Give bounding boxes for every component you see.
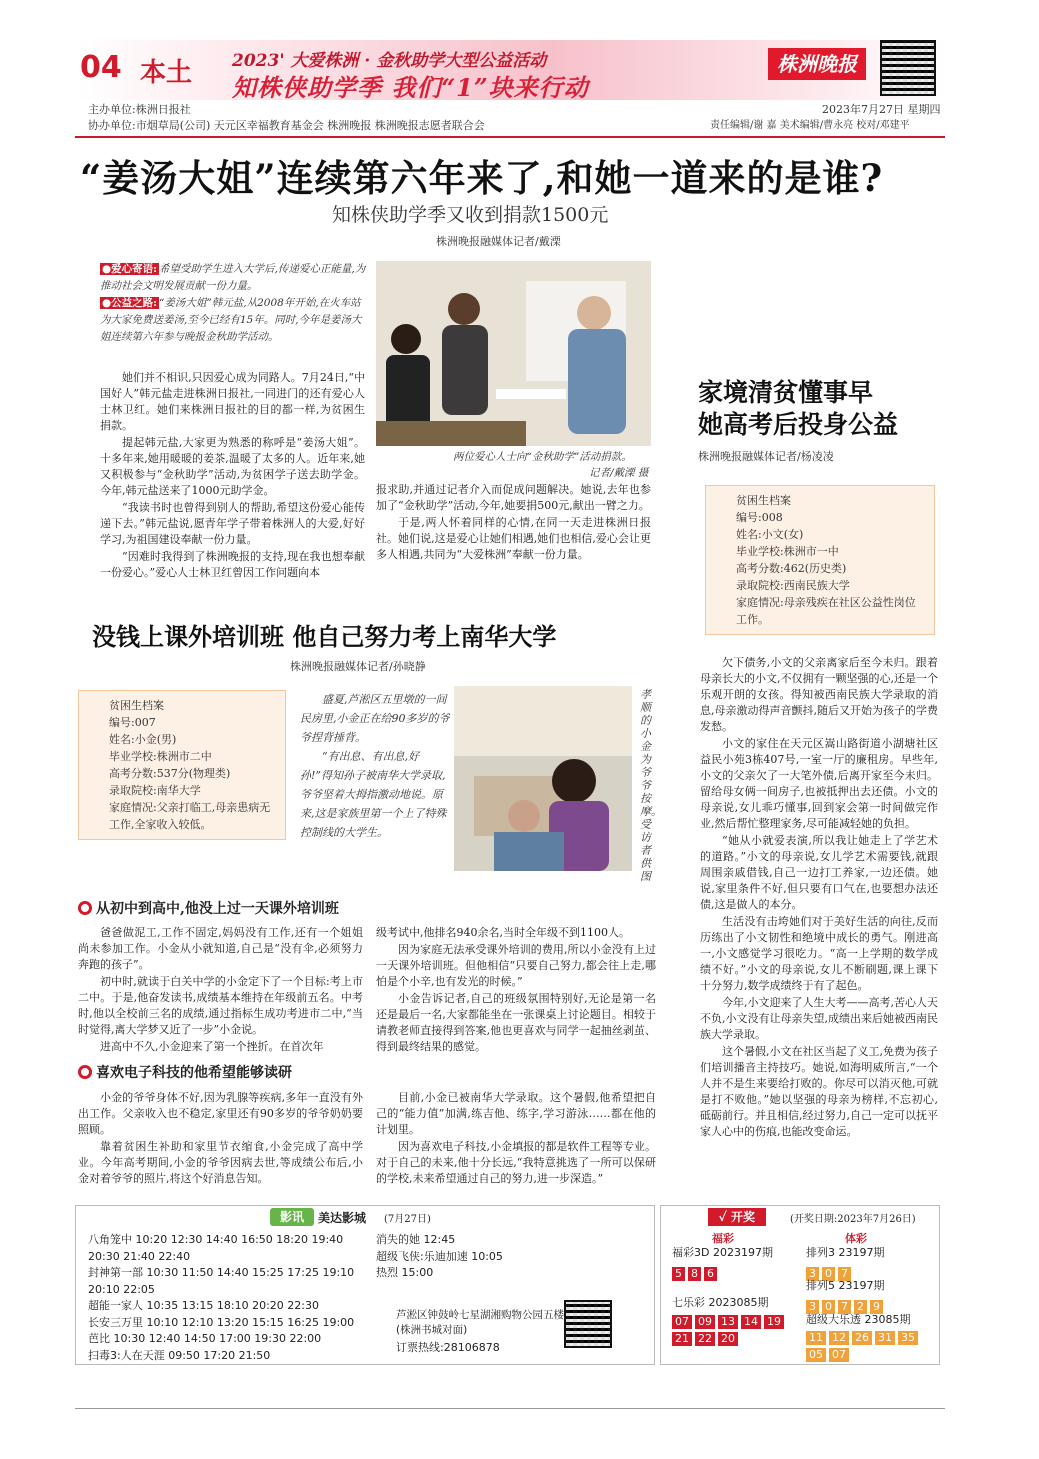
profile-id: 编号:007	[109, 716, 156, 729]
profile-card-008	[705, 485, 935, 635]
campaign-line1: 2023' 大爱株洲 · 金秋助学大型公益活动	[232, 51, 547, 71]
lottery-number: 20	[718, 1332, 738, 1346]
right-para: 今年,小文迎来了人生大考——高考,苦心人天不负,小文没有让母亲失望,成绩出来后她被西南民族大学录取。	[700, 996, 938, 1041]
qr-code-icon	[880, 40, 936, 96]
middle-para: 级考试中,他排名940余名,当时全年级不到1100人。	[376, 926, 630, 939]
pl5-title: 排列5 23197期	[806, 1279, 885, 1292]
grandson-photo	[454, 686, 632, 871]
main-headline: “姜汤大姐”连续第六年来了,和她一道来的是谁?	[80, 156, 884, 200]
middle-para: 因为家庭无法承受课外培训的费用,所以小金没有上过一天课外培训班。但他相信“只要自己努力,都会往上走,哪怕是个小辛,也有发光的时候。”	[376, 943, 656, 988]
cinema-schedule-left	[88, 1232, 368, 1364]
middle-intro-para: “有出息、有出息,好孙!”得知孙子被南华大学录取,爷爷坚着大拇指激动地说。原来,这是家族里第一个上了特殊控制线的大学生。	[300, 750, 447, 839]
campaign-line2: 知株侠助学季 我们“1”块来行动	[232, 73, 589, 102]
profile-family: 家庭情况:母亲残疾在社区公益性岗位工作。	[736, 596, 916, 626]
fc3d-title: 福彩3D 2023197期	[672, 1246, 773, 1259]
lottery-label	[708, 1208, 766, 1226]
right-para: 欠下债务,小文的父亲离家后至今未归。跟着母亲长大的小文,不仅拥有一颗坚强的心,还是一个乐观开朗的女孩。得知被西南民族大学录取的消息,母亲激动得声音颤抖,随后又开始为孩子的学费发愁。	[700, 656, 938, 733]
middle-para: 靠着贫困生补助和家里节衣缩食,小金完成了高中学业。今年高考期间,小金的爷爷因病去世,等成绩公布后,小金对着爷爷的照片,将这个好消息告知。	[78, 1140, 363, 1185]
issue-date: 2023年7月27日 星期四	[822, 103, 941, 116]
right-para: “她从小就爱表演,所以我让她走上了学艺术的道路。”小文的母亲说,女儿学艺术需要钱,就跟周围亲戚借钱,自己一边打工养家,一边还债。她说,家里条件不好,但只要有口气在,也要想办法还债,这是做人的本分。	[700, 834, 938, 911]
lottery-number: 0	[822, 1267, 835, 1281]
cinema-schedule-right	[376, 1232, 556, 1282]
movie-line: 超级飞侠:乐迪加速 10:05	[376, 1249, 503, 1263]
profile-name: 姓名:小金(男)	[109, 733, 177, 746]
page-number: 04	[80, 50, 122, 85]
main-para: 报求助,并通过记者介入而促成问题解决。她说,去年也参加了“金秋助学”活动,今年,她要捐500元,献出一臂之力。	[376, 483, 651, 512]
main-para: 她们并不相识,只因爱心成为同路人。7月24日,“中国好人”韩元盐走进株洲日报社,一同进门的还有爱心人士林卫红。她们来株洲日报社的目的都一样,为贫困生捐款。	[100, 371, 365, 432]
profile-card-007	[78, 690, 286, 840]
middle-col2	[376, 925, 656, 1056]
lottery-number: 12	[829, 1331, 849, 1345]
profile-school: 毕业学校:株洲市一中	[736, 545, 839, 558]
lottery-number: 2	[854, 1300, 867, 1314]
lottery-number: 11	[806, 1331, 826, 1345]
movie-line: 八角笼中 10:20 12:30 14:40 16:50 18:20 19:40	[88, 1233, 344, 1246]
lottery-number: 5	[672, 1267, 685, 1281]
note-charity-road: “姜汤大姐”韩元盐,从2008年开始,在火车站为大家免费送姜汤,至今已经有15年。同时,今年是姜汤大姐连续第六年参与晚报金秋助学活动。	[100, 297, 362, 343]
lottery-number: 3	[806, 1267, 819, 1281]
movie-line: 封神第一部 10:30 11:50 14:40 15:25 17:25 19:10	[88, 1266, 355, 1279]
right-para: 生活没有击垮她们对于美好生活的向往,反而历练出了小文韧性和绝境中成长的勇气。刚进高一,小文感觉学习很吃力。“高一上学期的数学成绩不好。”小文的母亲说,女儿不断刷题,课上课下十分努力,数学成绩终于有了起色。	[700, 915, 938, 992]
main-byline: 株洲晚报融媒体记者/戴溧	[436, 235, 561, 248]
header-divider	[75, 136, 945, 138]
middle-para: 因为喜欢电子科技,小金填报的都是软件工程等专业。对于自己的未来,他十分长远,“我特意挑选了一所可以保研的学校,未来希望通过自己的努力,进一步深造。”	[376, 1140, 656, 1185]
donation-photo	[376, 261, 651, 446]
subhead-text: 从初中到高中,他没上过一天课外培训班	[96, 901, 339, 917]
middle-para: 进高中不久,小金迎来了第一个挫折。在首次年	[100, 1040, 324, 1053]
subhead-text: 喜欢电子科技的他希望能够读研	[96, 1065, 292, 1081]
middle-subhead-1	[78, 898, 339, 918]
middle-intro-para: 盛夏,芦淞区五里墩的一间民房里,小金正在给90多岁的爷爷捏背捶背。	[300, 693, 450, 744]
movie-line: 20:10 22:05	[88, 1282, 155, 1296]
lottery-number: 6	[704, 1267, 717, 1281]
lottery-number: 0	[822, 1300, 835, 1314]
lottery-number: 21	[672, 1332, 692, 1346]
lottery-number: 07	[829, 1348, 849, 1362]
lottery-date: (开奖日期:2023年7月26日)	[790, 1214, 916, 1225]
profile-admit: 录取院校:南华大学	[109, 784, 201, 797]
profile-admit: 录取院校:西南民族大学	[736, 579, 850, 592]
cinema-address: 芦淞区钟鼓岭七星湖湘购物公园五楼(株洲书城对面)	[396, 1309, 564, 1336]
newspaper-logo: 株洲晚报	[768, 48, 866, 80]
profile-school: 毕业学校:株洲市二中	[109, 750, 212, 763]
cinema-qr-icon	[564, 1300, 612, 1348]
middle-para: 目前,小金已被南华大学录取。这个暑假,他希望把自己的“能力值”加满,练吉他、练字,学习游泳……都在他的计划里。	[376, 1091, 656, 1136]
cinema-date: (7月27日)	[384, 1214, 431, 1225]
right-para: 这个暑假,小文在社区当起了义工,免费为孩子们培训播音主持技巧。她说,如海明威所言,“一个人并不是生来要给打败的。你尽可以消灭他,可就是打不败他。”她以坚强的母亲为榜样,不忘初心,砥砺前行。并且相信,经过努力,自己一定可以抚平家人心中的伤痕,也能改变命运。	[700, 1045, 938, 1138]
middle-para: 初中时,就读于白关中学的小金定下了一个目标:考上市二中。于是,他奋发读书,成绩基本维持在年级前五名。中考时,他以全校前三名的成绩,通过指标生成功考进市二中,“当时觉得,离大学梦又近了一步”小金说。	[78, 975, 363, 1036]
main-article-col1	[100, 370, 365, 582]
note-love-message: 希望受助学生进入大学后,传递爱心正能量,为推动社会文明发展贡献一份力量。	[100, 263, 366, 292]
dlt-title: 超级大乐透 23085期	[806, 1313, 911, 1326]
tag-love-message: ●爱心寄语:	[102, 263, 158, 275]
lottery-number: 09	[695, 1315, 715, 1329]
lottery-number: 13	[718, 1315, 738, 1329]
profile-heading: 贫困生档案	[109, 699, 164, 712]
lottery-number: 35	[898, 1331, 918, 1345]
profile-score: 高考分数:462(历史类)	[736, 562, 847, 575]
editors: 责任编辑/谢 嘉 美术编辑/曹永亮 校对/邓建平	[710, 120, 910, 131]
movie-line: 消失的她 12:45	[376, 1233, 456, 1246]
photo-credit: 记者/戴溧 摄	[589, 467, 649, 479]
grandson-photo-caption: 孝顺的小金为爷爷按摩。受访者供图	[640, 688, 662, 883]
grandson-photo-illustration	[454, 686, 632, 871]
welfare-lottery-label: 福彩	[712, 1232, 734, 1245]
sports-lottery-label: 体彩	[845, 1232, 867, 1245]
middle-col4	[376, 1090, 656, 1188]
lottery-number: 14	[741, 1315, 761, 1329]
sponsor: 主办单位:株洲日报社	[88, 103, 191, 116]
lottery-label-text: 开奖	[730, 1210, 755, 1224]
middle-intro	[300, 690, 450, 842]
right-byline: 株洲晚报融媒体记者/杨凌凌	[698, 450, 834, 463]
lottery-number: 26	[852, 1331, 872, 1345]
section-name: 本土	[140, 58, 193, 88]
middle-col3	[78, 1090, 363, 1188]
co-sponsor: 协办单位:市烟草局(公司) 天元区幸福教育基金会 株洲晚报 株洲晚报志愿者联合会	[88, 119, 485, 132]
tag-charity-road: ●公益之路:	[102, 297, 158, 309]
lottery-number: 9	[870, 1300, 883, 1314]
lottery-number: 22	[695, 1332, 715, 1346]
cinema-phone: 订票热线:28106878	[396, 1341, 500, 1354]
right-article-body	[700, 655, 938, 1141]
middle-article-title: 没钱上课外培训班 他自己努力考上南华大学	[92, 622, 557, 651]
main-para: 于是,两人怀着同样的心情,在同一天走进株洲日报社。她们说,这是爱心让她们相遇,她们也相信,爱心会让更多人相遇,共同为“大爱株洲”奉献一份力量。	[376, 516, 651, 561]
main-para: “因难时我得到了株洲晚报的支持,现在我也想奉献一份爱心。”爱心人士林卫红曾因工作问题向本	[100, 550, 365, 579]
pl3-title: 排列3 23197期	[806, 1246, 885, 1259]
lottery-number: 7	[838, 1300, 851, 1314]
middle-byline: 株洲晚报融媒体记者/孙晓静	[290, 660, 426, 673]
dlt-numbers	[806, 1328, 936, 1362]
cinema-label: 影讯	[270, 1208, 314, 1226]
movie-line: 热烈 15:00	[376, 1266, 434, 1279]
middle-subhead-2	[78, 1062, 292, 1082]
middle-col1	[78, 925, 363, 1056]
middle-para: 爸爸做泥工,工作不固定,妈妈没有工作,还有一个姐姐尚未参加工作。小金从小就知道,自己是“没有伞,必须努力奔跑的孩子”。	[78, 926, 363, 971]
right-article-title-line2: 她高考后投身公益	[698, 410, 899, 439]
profile-heading: 贫困生档案	[736, 494, 791, 507]
lottery-number: 07	[672, 1315, 692, 1329]
middle-para: 小金的爷爷身体不好,因为乳腺等疾病,多年一直没有外出工作。父亲收入也不稳定,家里还有90多岁的爷爷奶奶要照顾。	[78, 1091, 363, 1136]
main-subheadline: 知株侠助学季又收到捐款1500元	[332, 204, 609, 226]
profile-id: 编号:008	[736, 511, 783, 524]
lottery-number: 31	[875, 1331, 895, 1345]
main-para: 提起韩元盐,大家更为熟悉的称呼是“姜汤大姐”。十多年来,她用暖暖的姜茶,温暖了太多的人。近年来,她又积极参与“金秋助学”活动,为贫困学子送去助学金。今年,韩元盐送来了1000元助学金。	[100, 436, 365, 497]
middle-para: 小金告诉记者,自己的班级氛围特别好,无论是第一名还是最后一名,大家都能坐在一张课桌上讨论题目。相较于请教老师直接得到答案,他也更喜欢与同学一起抽丝剥茧、得到最终结果的感觉。	[376, 992, 656, 1053]
cinema-name: 美达影城	[318, 1211, 367, 1225]
movie-line: 20:30 21:40 22:40	[88, 1249, 191, 1263]
movie-line: 长安三万里 10:10 12:10 13:20 15:15 16:25 19:00	[88, 1315, 355, 1329]
lottery-number: 19	[764, 1315, 784, 1329]
lottery-number: 3	[806, 1300, 819, 1314]
qlc-title: 七乐彩 2023085期	[672, 1296, 769, 1309]
profile-family: 家庭情况:父亲打临工,母亲患病无工作,全家收入较低。	[109, 801, 271, 831]
bullet-icon	[78, 1065, 92, 1079]
bullet-icon	[78, 901, 92, 915]
lottery-number: 8	[688, 1267, 701, 1281]
profile-score: 高考分数:537分(物理类)	[109, 767, 231, 780]
fc3d-numbers	[672, 1262, 720, 1281]
right-para: 小文的家住在天元区嵩山路街道小湖塘社区益民小苑3栋407号,一室一厅的廉租房。早些年,小文的父亲欠了一大笔外债,后离开家至今未归。留给母女俩一间房子,也被抵押出去还债。小文的母亲说,女儿乖巧懂事,回到家会第一时间做完作业,然后帮忙整理家务,尽可能减轻她的负担。	[700, 737, 938, 830]
movie-line: 超能一家人 10:35 13:15 18:10 20:20 22:30	[88, 1299, 319, 1312]
main-para: “我读书时也曾得到别人的帮助,希望这份爱心能传递下去。”韩元盐说,愿青年学子带着株洲人的大爱,好好学习,为祖国建设奉献一份力量。	[100, 501, 365, 546]
profile-name: 姓名:小文(女)	[736, 528, 804, 541]
footer-rule	[75, 1408, 945, 1409]
check-icon: ✓	[719, 1210, 727, 1224]
qlc-numbers	[672, 1312, 802, 1346]
donation-photo-illustration	[376, 261, 651, 446]
movie-line: 扫毒3:人在天涯 09:50 17:20 21:50	[88, 1348, 271, 1362]
right-article-title-line1: 家境清贫懂事早	[698, 378, 874, 407]
movie-line: 芭比 10:30 12:40 14:50 17:00 19:30 22:00	[88, 1332, 322, 1345]
lottery-number: 7	[838, 1267, 851, 1281]
photo-caption: 两位爱心人士向“金秋助学”活动捐款。	[453, 451, 632, 463]
lottery-number: 05	[806, 1348, 826, 1362]
note-box	[100, 261, 370, 346]
main-article-col2	[376, 482, 651, 564]
